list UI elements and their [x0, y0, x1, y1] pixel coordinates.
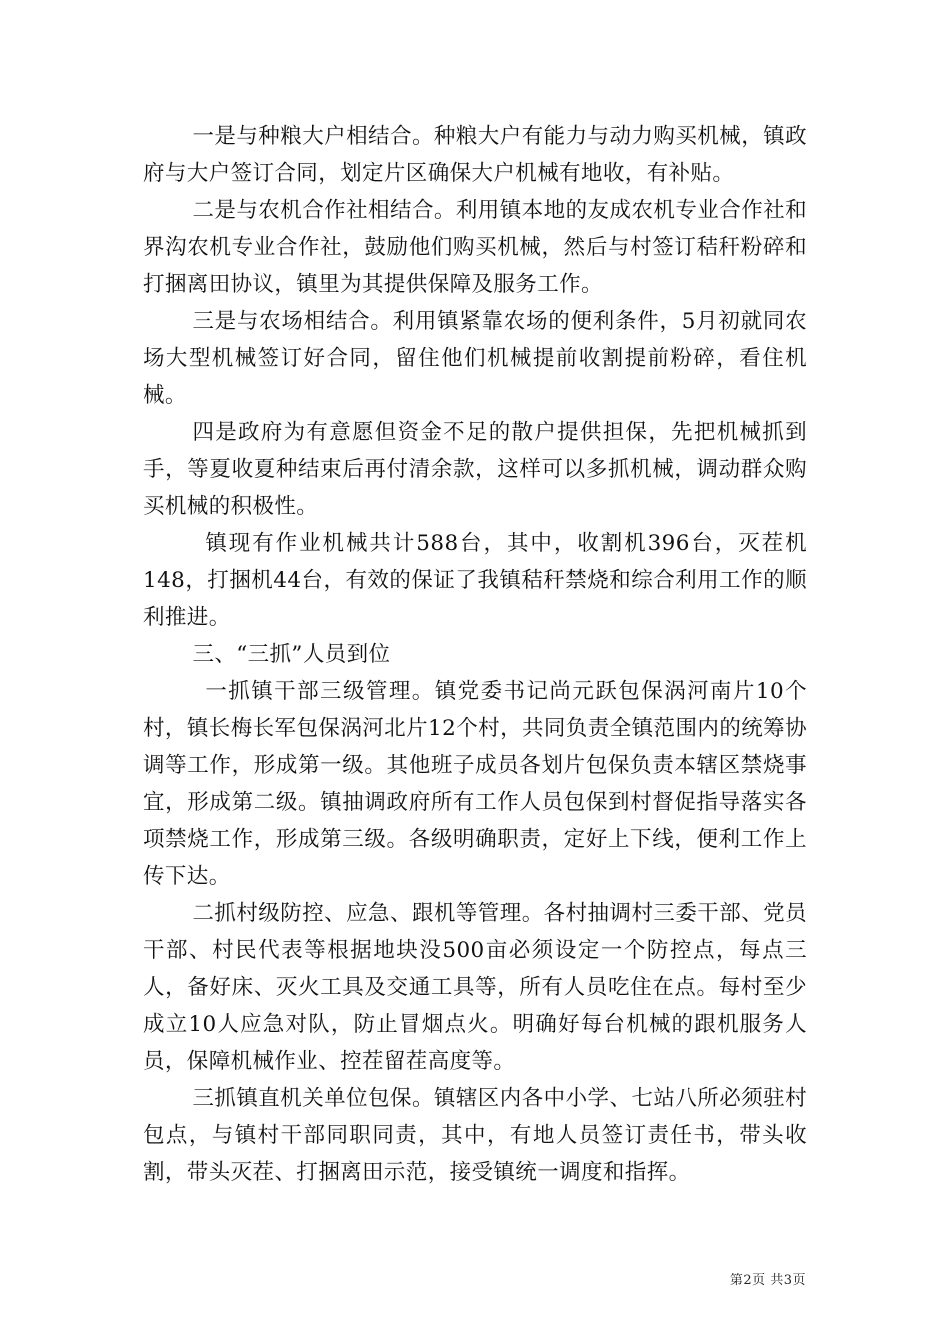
- section-heading-three: 三、“三抓”人员到位: [192, 642, 391, 667]
- page-number-footer: 第2页 共3页: [729, 1273, 806, 1288]
- paragraph-machinery-count: 镇现有作业机械共计588台，其中，收割机396台，灭茬机148，打捆机44台，有效的保证了我镇秸秆禁烧和综合利用工作的顺利推进。: [143, 531, 807, 630]
- paragraph-town-cadres: 一抓镇干部三级管理。镇党委书记尚元跃包保涡河南片10个村，镇长梅长军包保涡河北片12个村，共同负责全镇范围内的统筹协调等工作，形成第一级。其他班子成员各划片包保负责本辖区禁烧事宜，形成第二级。镇抽调政府所有工作人员包保到村督促指导落实各项禁烧工作，形成第三级。各级明确职责，定好上下线，便利工作上传下达。: [143, 679, 807, 889]
- paragraph-town-units: 三抓镇直机关单位包保。镇辖区内各中小学、七站八所必须驻村包点，与镇村干部同职同责，其中，有地人员签订责任书，带头收割，带头灭茬、打捆离田示范，接受镇统一调度和指挥。: [143, 1086, 807, 1185]
- document-body: [143, 118, 807, 1191]
- paragraph-farm: 三是与农场相结合。利用镇紧靠农场的便利条件，5月初就同农场大型机械签订好合同，留住他们机械提前收割提前粉碎，看住机械。: [143, 309, 807, 408]
- paragraph-grain-growers: 一是与种粮大户相结合。种粮大户有能力与动力购买机械，镇政府与大户签订合同，划定片区确保大户机械有地收，有补贴。: [143, 124, 807, 186]
- paragraph-guarantee: 四是政府为有意愿但资金不足的散户提供担保，先把机械抓到手，等夏收夏种结束后再付清余款，这样可以多抓机械，调动群众购买机械的积极性。: [143, 420, 807, 519]
- paragraph-village-control: 二抓村级防控、应急、跟机等管理。各村抽调村三委干部、党员干部、村民代表等根据地块没500亩必须设定一个防控点，每点三人，备好床、灭火工具及交通工具等，所有人员吃住在点。每村至少成立10人应急对队，防止冒烟点火。明确好每台机械的跟机服务人员，保障机械作业、控茬留茬高度等。: [143, 901, 807, 1074]
- paragraph-cooperatives: 二是与农机合作社相结合。利用镇本地的友成农机专业合作社和界沟农机专业合作社，鼓励他们购买机械，然后与村签订秸秆粉碎和打捆离田协议，镇里为其提供保障及服务工作。: [143, 198, 807, 297]
